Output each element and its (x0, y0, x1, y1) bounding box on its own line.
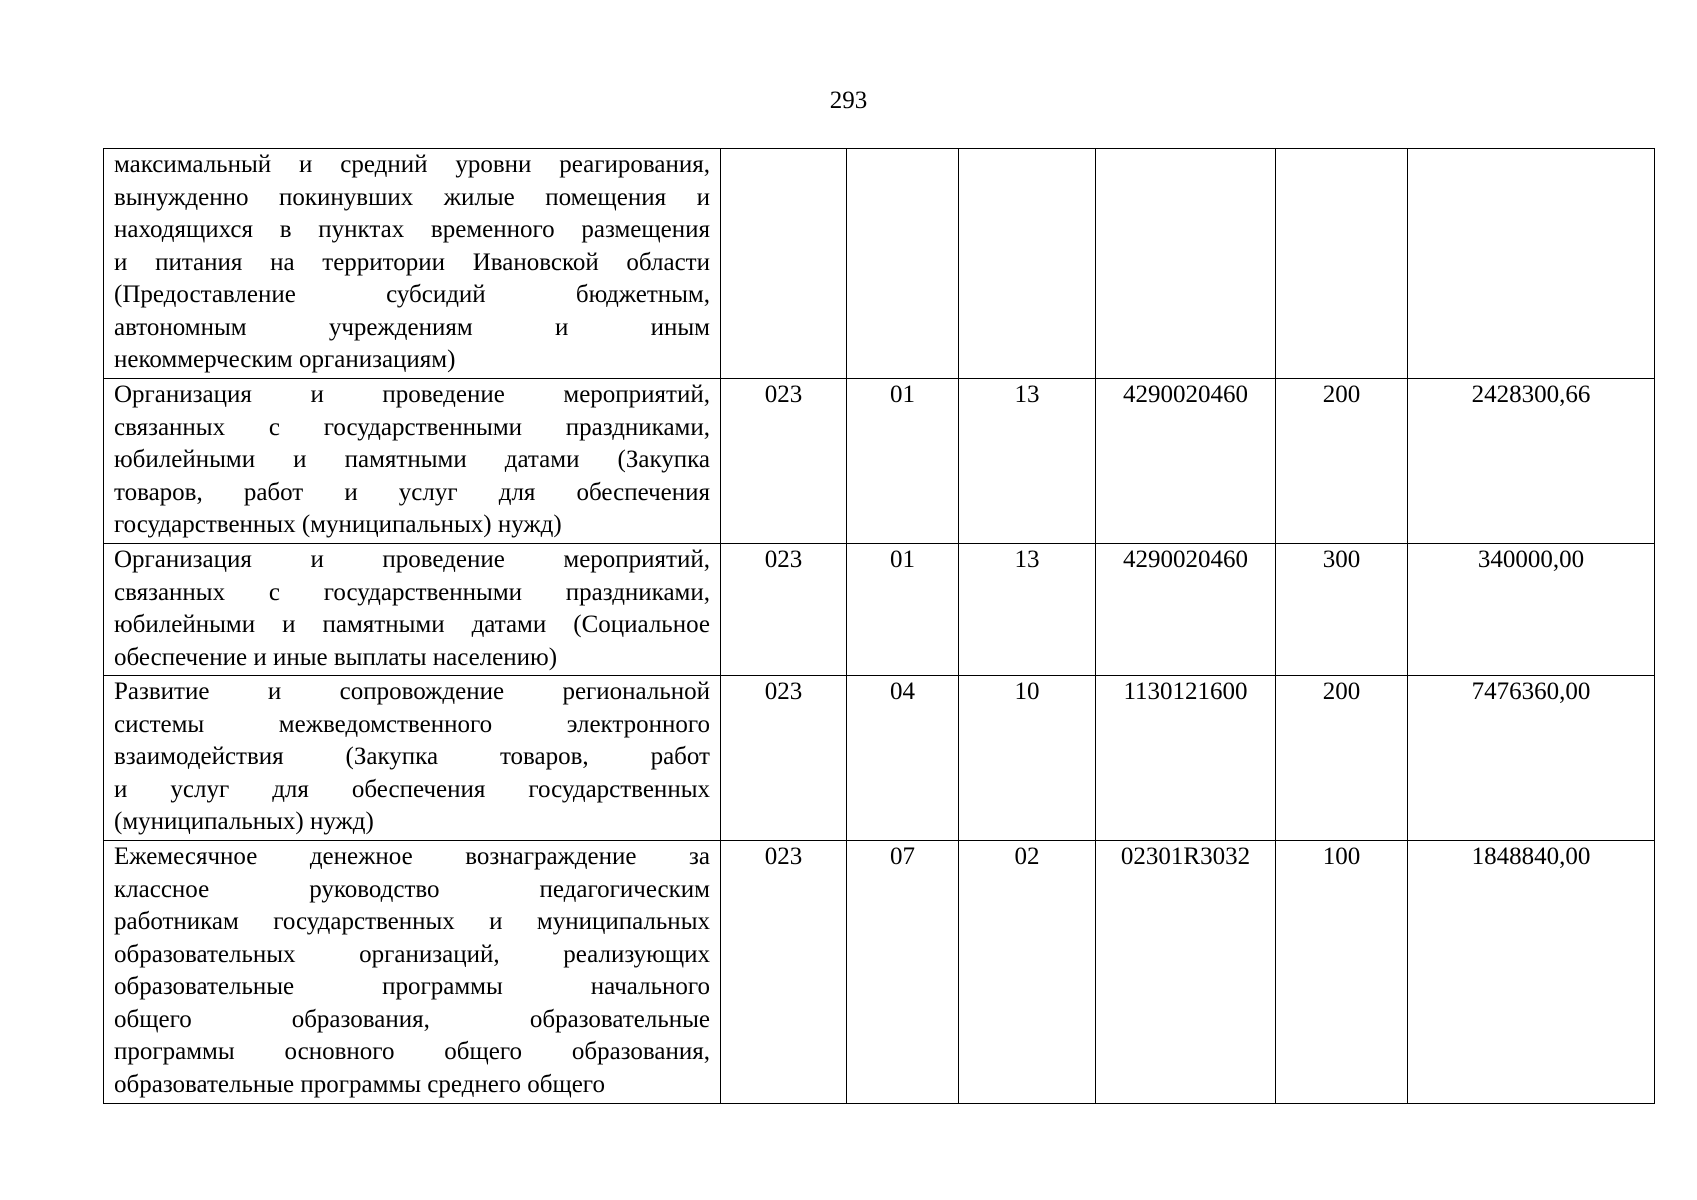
cell-ministry-code (721, 379, 847, 544)
cell-subsection-code (959, 149, 1096, 379)
table-row (104, 149, 1655, 379)
description-line: и питания на территории Ивановской области (114, 248, 710, 276)
description-line: товаров, работ и услуг для обеспечения (114, 478, 710, 506)
table-row (104, 676, 1655, 841)
cell-target-article (1096, 149, 1276, 379)
cell-expense-type-value: 300 (1322, 546, 1361, 573)
cell-ministry-code (721, 676, 847, 841)
cell-ministry-code (721, 544, 847, 676)
cell-expense-type (1276, 841, 1408, 1104)
description-line: образовательных организаций, реализующих (114, 940, 710, 968)
description-line: Ежемесячное денежное вознаграждение за (114, 843, 710, 870)
description-line: (Предоставление субсидий бюджетным, (114, 281, 710, 308)
cell-subsection-code (959, 841, 1096, 1104)
page-number: 293 (829, 87, 868, 114)
cell-ministry-code-value: 023 (764, 546, 803, 573)
cell-amount (1408, 149, 1655, 379)
table-body (104, 149, 1655, 1104)
cell-subsection-code-value: 13 (1014, 546, 1040, 573)
cell-expense-type (1276, 379, 1408, 544)
cell-section-code (847, 676, 959, 841)
budget-table (103, 148, 1655, 1104)
cell-description (104, 841, 721, 1104)
cell-target-article-value: 4290020460 (1123, 546, 1248, 573)
description-line: системы межведомственного электронного (114, 710, 710, 738)
cell-description (104, 544, 721, 676)
cell-target-article-value: 02301R3032 (1120, 843, 1251, 870)
cell-section-code (847, 149, 959, 379)
description-line: Организация и проведение мероприятий, (114, 381, 710, 408)
cell-section-code-value: 01 (890, 546, 915, 573)
cell-section-code (847, 379, 959, 544)
description-line: образовательные программы среднего общего (114, 1070, 605, 1098)
table-row (104, 379, 1655, 544)
cell-expense-type-value: 200 (1322, 678, 1361, 705)
description-line: и услуг для обеспечения государственных (114, 775, 710, 803)
description-line: (муниципальных) нужд) (114, 808, 374, 835)
cell-target-article (1096, 841, 1276, 1104)
cell-amount (1408, 544, 1655, 676)
cell-ministry-code-value: 023 (764, 381, 803, 408)
cell-target-article (1096, 379, 1276, 544)
cell-ministry-code-value: 023 (764, 678, 803, 705)
description-line: классное руководство педагогическим (114, 875, 710, 903)
cell-expense-type-value: 100 (1322, 843, 1361, 870)
description-line: общего образования, образовательные (114, 1005, 710, 1033)
cell-expense-type (1276, 544, 1408, 676)
description-line: связанных с государственными праздниками, (114, 578, 710, 606)
description-line: юбилейными и памятными датами (Социальное (114, 611, 710, 638)
description-line: связанных с государственными праздниками, (114, 413, 710, 441)
cell-ministry-code (721, 841, 847, 1104)
description-line: взаимодействия (Закупка товаров, работ (114, 743, 710, 770)
cell-subsection-code-value: 10 (1014, 678, 1040, 705)
table-row (104, 841, 1655, 1104)
description-line: юбилейными и памятными датами (Закупка (114, 446, 710, 473)
cell-ministry-code-value: 023 (764, 843, 803, 870)
cell-expense-type-value: 200 (1322, 381, 1361, 408)
description-line: максимальный и средний уровни реагирования, (114, 151, 710, 178)
cell-expense-type (1276, 149, 1408, 379)
cell-section-code (847, 841, 959, 1104)
description-line: Организация и проведение мероприятий, (114, 546, 710, 573)
cell-amount (1408, 379, 1655, 544)
description-line: образовательные программы начального (114, 973, 710, 1000)
description-line: работникам государственных и муниципальных (114, 908, 710, 935)
cell-ministry-code (721, 149, 847, 379)
cell-amount (1408, 676, 1655, 841)
cell-amount-value: 340000,00 (1477, 546, 1585, 573)
description-line: государственных (муниципальных) нужд) (114, 511, 562, 538)
cell-subsection-code-value: 13 (1014, 381, 1040, 408)
cell-amount-value: 7476360,00 (1471, 678, 1591, 705)
description-line: обеспечение и иные выплаты населению) (114, 643, 558, 671)
description-line: вынужденно покинувших жилые помещения и (114, 183, 710, 211)
description-line: некоммерческим организациям) (114, 346, 456, 373)
cell-description (104, 149, 721, 379)
cell-section-code-value: 07 (890, 843, 915, 870)
description-line: находящихся в пунктах временного размещения (114, 216, 710, 243)
cell-expense-type (1276, 676, 1408, 841)
cell-amount-value: 2428300,66 (1471, 381, 1591, 408)
cell-subsection-code-value: 02 (1014, 843, 1040, 870)
cell-amount (1408, 841, 1655, 1104)
description-line: программы основного общего образования, (114, 1038, 710, 1065)
cell-description (104, 676, 721, 841)
cell-subsection-code (959, 379, 1096, 544)
cell-section-code-value: 01 (890, 381, 915, 408)
description-line: Развитие и сопровождение региональной (114, 678, 710, 705)
cell-section-code (847, 544, 959, 676)
cell-target-article (1096, 676, 1276, 841)
cell-target-article (1096, 544, 1276, 676)
cell-description (104, 379, 721, 544)
table-row (104, 544, 1655, 676)
cell-subsection-code (959, 544, 1096, 676)
cell-section-code-value: 04 (890, 678, 915, 705)
description-line: автономным учреждениям и иным (114, 313, 710, 341)
cell-amount-value: 1848840,00 (1471, 843, 1591, 870)
cell-subsection-code (959, 676, 1096, 841)
cell-target-article-value: 4290020460 (1123, 381, 1248, 408)
cell-target-article-value: 1130121600 (1123, 678, 1248, 705)
